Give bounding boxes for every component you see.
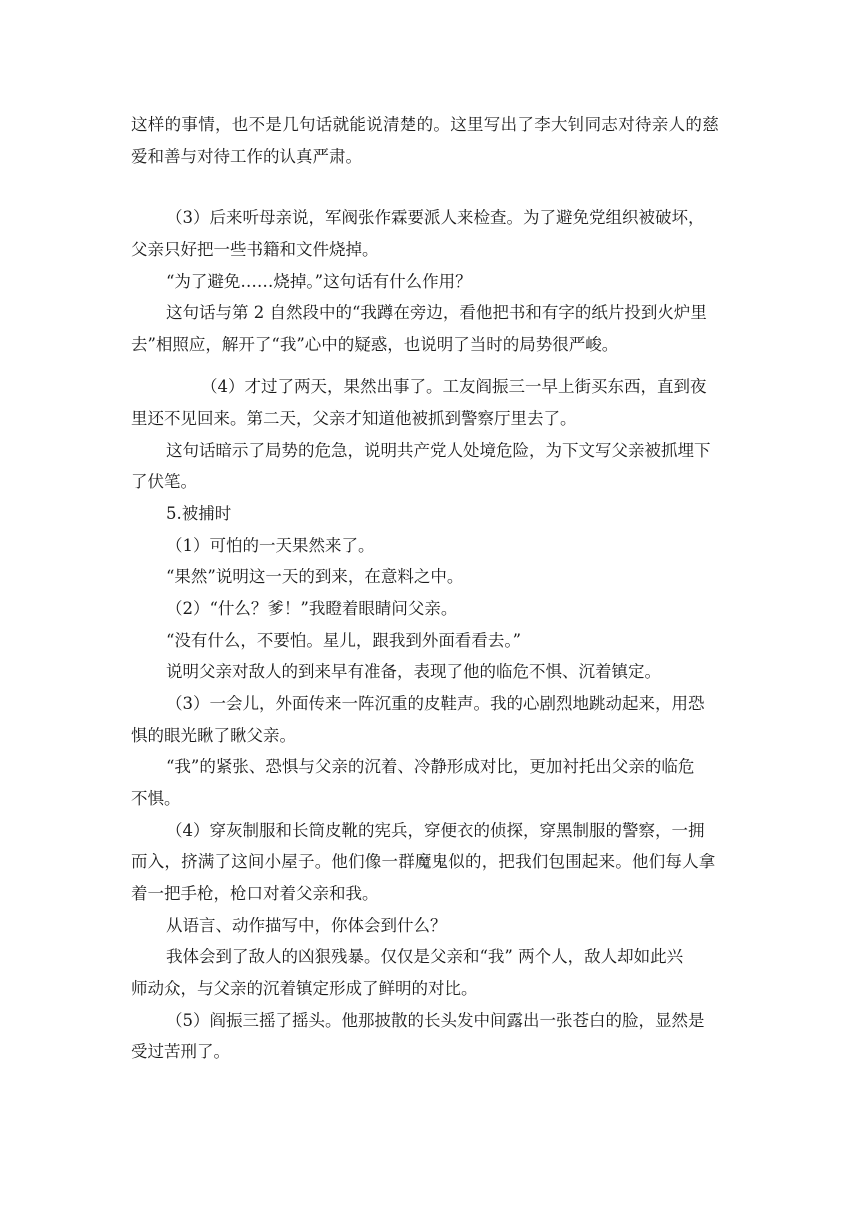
text-line: “没有什么，不要怕。星儿，跟我到外面看看去。”: [166, 631, 522, 650]
section-heading: 5.被捕时: [166, 504, 232, 523]
text-line: 而入，挤满了这间小屋子。他们像一群魔鬼似的，把我们包围起来。他们每人拿: [131, 852, 716, 871]
text-line: （2）“什么？爹！”我瞪着眼睛问父亲。: [166, 599, 458, 618]
text-line: 不惧。: [131, 789, 181, 808]
text-line: 说明父亲对敌人的到来早有准备，表现了他的临危不惧、沉着镇定。: [166, 662, 661, 681]
text-line: （3）一会儿，外面传来一阵沉重的皮鞋声。我的心剧烈地跳动起来，用恐: [166, 694, 705, 713]
text-line: （4）才过了两天，果然出事了。工友阎振三一早上街买东西，直到夜: [201, 377, 707, 396]
text-line: 从语言、动作描写中，你体会到什么？: [166, 916, 447, 935]
text-line: 我体会到了敌人的凶狠残暴。仅仅是父亲和“我” 两个人，敌人却如此兴: [166, 947, 684, 966]
text-line: 惧的眼光瞅了瞅父亲。: [131, 726, 296, 745]
text-line: “果然”说明这一天的到来，在意料之中。: [166, 567, 464, 586]
text-line: 师动众，与父亲的沉着镇定形成了鲜明的对比。: [131, 979, 478, 998]
text-line: 了伏笔。: [131, 472, 197, 491]
text-line: 这句话与第 2 自然段中的“我蹲在旁边，看他把书和有字的纸片投到火炉里: [166, 303, 707, 322]
text-line: 里还不见回来。第二天，父亲才知道他被抓到警察厅里去了。: [131, 409, 577, 428]
text-line: 去”相照应，解开了“我”心中的疑惑，也说明了当时的局势很严峻。: [131, 335, 619, 354]
text-line: （5）阎振三摇了摇头。他那披散的长头发中间露出一张苍白的脸，显然是: [166, 1011, 705, 1030]
text-line: （3）后来听母亲说，军阀张作霖要派人来检查。为了避免党组织被破坏，: [166, 208, 705, 227]
text-line: 爱和善与对待工作的认真严肃。: [131, 147, 362, 166]
text-line: 父亲只好把一些书籍和文件烧掉。: [131, 240, 379, 259]
text-line: 这样的事情，也不是几句话就能说清楚的。这里写出了李大钊同志对待亲人的慈: [131, 115, 719, 134]
text-line: 这句话暗示了局势的危急，说明共产党人处境危险，为下文写父亲被抓埋下: [166, 441, 711, 460]
text-line: （1）可怕的一天果然来了。: [166, 536, 375, 555]
text-line: （4）穿灰制服和长筒皮靴的宪兵，穿便衣的侦探，穿黑制服的警察，一拥: [166, 821, 705, 840]
text-line: “为了避免……烧掉。”这句话有什么作用？: [166, 272, 472, 291]
text-line: 着一把手枪，枪口对着父亲和我。: [131, 884, 379, 903]
text-line: 受过苦刑了。: [131, 1042, 230, 1061]
text-line: “我”的紧张、恐惧与父亲的沉着、冷静形成对比，更加衬托出父亲的临危: [166, 757, 695, 776]
